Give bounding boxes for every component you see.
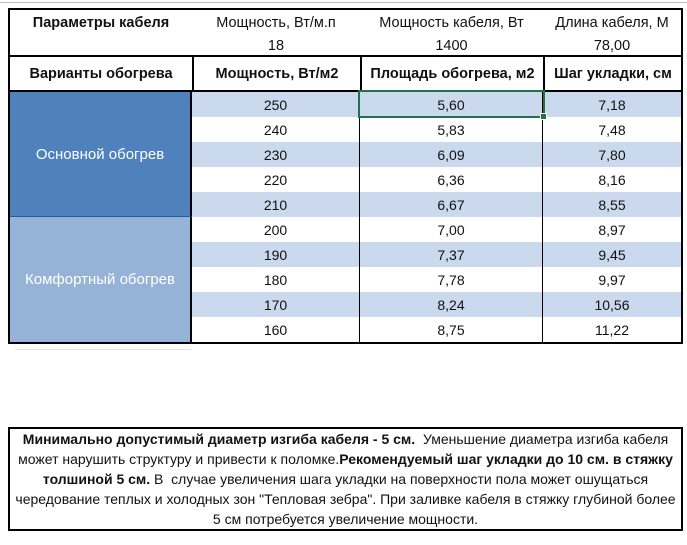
note-segment: Минимально допустимый диаметр изгиба кабеля - 5 см.: [22, 431, 416, 447]
table-cell[interactable]: 200: [192, 217, 360, 242]
section-label-cell[interactable]: Комфортный обогрев: [10, 217, 192, 342]
table-cell[interactable]: 190: [192, 242, 360, 267]
table-cell[interactable]: 8,16: [543, 167, 681, 192]
table-cell[interactable]: 250: [192, 92, 360, 117]
table-cell[interactable]: 180: [192, 267, 360, 292]
table-cell[interactable]: 6,67: [360, 192, 543, 217]
table-cell[interactable]: 9,97: [543, 267, 681, 292]
table-cell[interactable]: 7,37: [360, 242, 543, 267]
heating-table-header: [8, 55, 683, 92]
table-cell[interactable]: 8,24: [360, 292, 543, 317]
note-segment: В случае увеличения шага укладки на поверхности пола может ошущаться чередование теплых и холодных зон "Тепловая зебра". При заливке кабеля в стяжку глубиной более 5 см потребуется увеличение мощности.: [15, 471, 680, 527]
col-header-variants[interactable]: Варианты обогрева: [29, 65, 173, 82]
heating-table-body: [8, 90, 683, 344]
section-label-cell[interactable]: Основной обогрев: [10, 92, 192, 217]
table-cell[interactable]: 8,97: [543, 217, 681, 242]
table-cell[interactable]: 240: [192, 117, 360, 142]
table-cell[interactable]: 9,45: [543, 242, 681, 267]
params-empty-cell[interactable]: [10, 36, 192, 55]
table-cell[interactable]: 7,00: [360, 217, 543, 242]
params-header-cable-power[interactable]: Мощность кабеля, Вт: [379, 15, 524, 31]
table-cell[interactable]: 10,56: [543, 292, 681, 317]
table-cell[interactable]: 6,09: [360, 142, 543, 167]
col-header-step[interactable]: Шаг укладки, см: [543, 57, 681, 90]
params-header-cable-length[interactable]: Длина кабеля, М: [555, 15, 669, 31]
table-cell[interactable]: 5,83: [360, 117, 543, 142]
col-header-area[interactable]: Площадь обогрева, м2: [360, 57, 543, 90]
table-cell[interactable]: 7,48: [543, 117, 681, 142]
selected-cell[interactable]: 5,60: [360, 92, 543, 117]
table-cell[interactable]: 11,22: [543, 317, 681, 342]
table-cell[interactable]: 170: [192, 292, 360, 317]
note-segment: Уменьшение диаметра изгиба кабеля может нарушить структуру и привести к поломке.: [18, 431, 673, 467]
sheet-gridline: [0, 2, 687, 3]
table-cell[interactable]: 8,75: [360, 317, 543, 342]
col-header-power[interactable]: Мощность, Вт/м2: [192, 57, 360, 90]
table-cell[interactable]: 6,36: [360, 167, 543, 192]
note-segment: Рекомендуемый шаг укладки до 10 см. в стяжку толшиной 5 см.: [42, 451, 677, 487]
page-break-line: [15, 349, 191, 350]
table-cell[interactable]: 7,18: [543, 92, 681, 117]
table-cell[interactable]: 220: [192, 167, 360, 192]
params-title[interactable]: Параметры кабеля: [32, 15, 170, 31]
table-cell[interactable]: 7,78: [360, 267, 543, 292]
table-cell[interactable]: 7,80: [543, 142, 681, 167]
note-box: [8, 427, 683, 531]
params-value-cable-power[interactable]: 1400: [435, 37, 468, 54]
table-cell[interactable]: 8,55: [543, 192, 681, 217]
table-cell[interactable]: 160: [192, 317, 360, 342]
cable-params-table: [8, 8, 683, 57]
table-cell[interactable]: 210: [192, 192, 360, 217]
params-header-power-per-m[interactable]: Мощность, Вт/м.п: [216, 15, 336, 31]
params-value-power-per-m[interactable]: 18: [267, 37, 285, 54]
table-cell[interactable]: 230: [192, 142, 360, 167]
note-text: [15, 429, 680, 529]
params-value-cable-length[interactable]: 78,00: [593, 37, 631, 54]
